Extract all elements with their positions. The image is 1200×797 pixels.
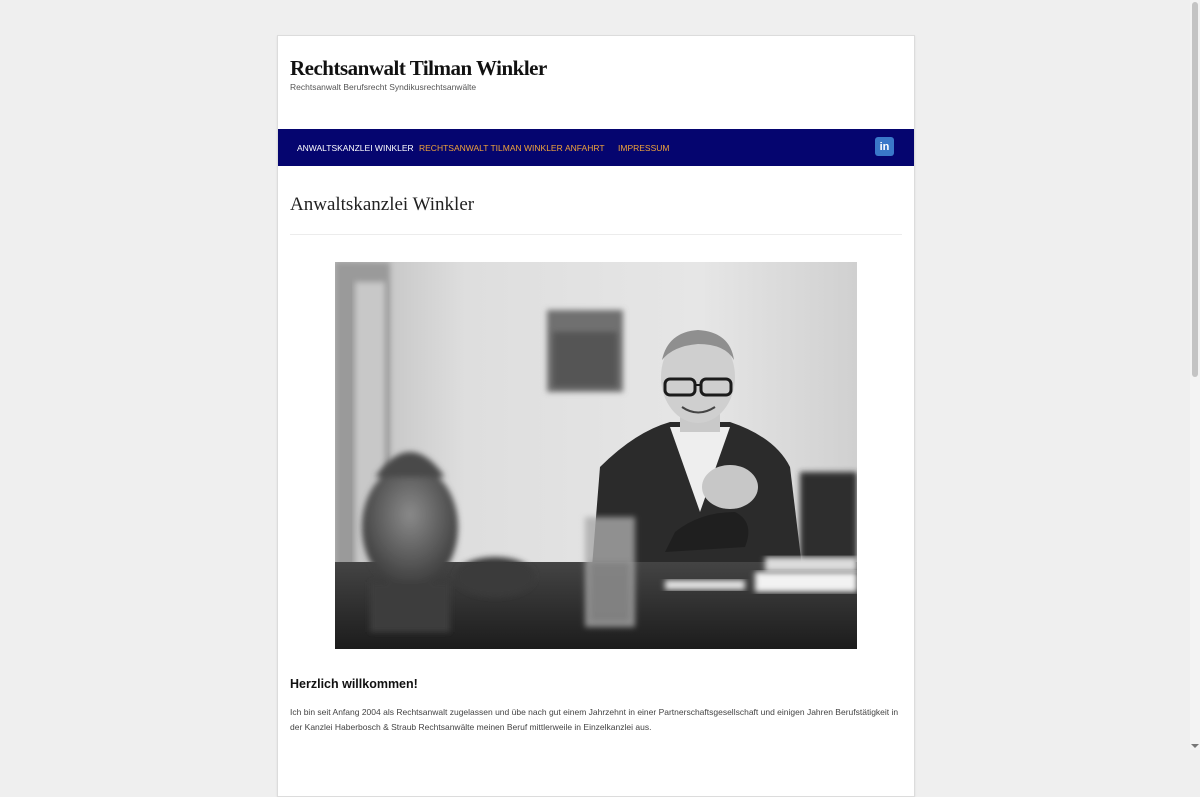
page-title: Anwaltskanzlei Winkler (290, 194, 475, 215)
welcome-heading: Herzlich willkommen! (290, 677, 418, 691)
intro-paragraph: Ich bin seit Anfang 2004 als Rechtsanwalt zugelassen und übe nach gut einem Jahrzehnt in einer Partnerschaftsgesellschaft und einigen Jahren Berufstätigkeit in der Kanzlei Haberbosch & Straub Rechtsanwälte meinen Beruf mittlerweile in Einzelkanzlei aus. (290, 707, 899, 732)
nav-item-anwaltskanzlei-winkler[interactable]: ANWALTSKANZLEI WINKLER (297, 143, 414, 153)
nav-item-rechtsanwalt-tilman-winkler[interactable]: RECHTSANWALT TILMAN WINKLER (419, 143, 563, 153)
title-divider (290, 234, 902, 235)
main-navigation (278, 129, 914, 166)
page-container (277, 35, 915, 797)
lawyer-portrait-photo (335, 262, 857, 649)
scrollbar-thumb[interactable] (1192, 2, 1198, 377)
linkedin-icon[interactable]: in (875, 137, 894, 156)
vertical-scrollbar[interactable] (1190, 0, 1200, 750)
site-title[interactable]: Rechtsanwalt Tilman Winkler (290, 56, 547, 80)
site-description: Rechtsanwalt Berufsrecht Syndikusrechtsanwälte (290, 82, 477, 92)
nav-item-impressum[interactable]: IMPRESSUM (618, 143, 670, 153)
scroll-down-arrow-icon[interactable] (1191, 744, 1199, 748)
nav-item-anfahrt[interactable]: ANFAHRT (565, 143, 605, 153)
